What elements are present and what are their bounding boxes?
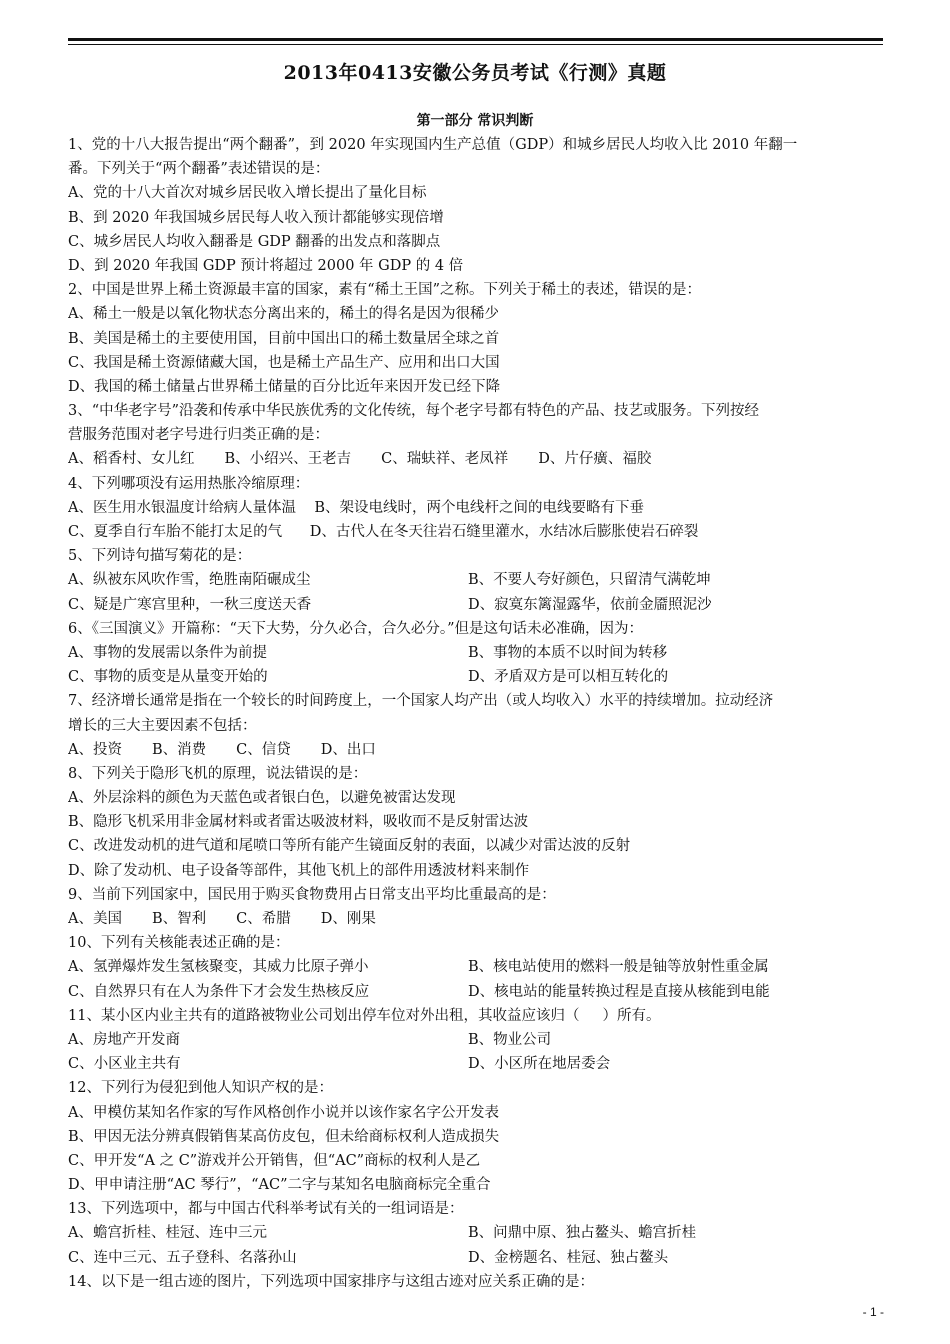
- question-11-options-row-1: [68, 1028, 883, 1052]
- question-8-stem: 8、下列关于隐形飞机的原理，说法错误的是：: [68, 765, 368, 782]
- question-2-option-d: D、我国的稀土储量占世界稀土储量的百分比近年来因开发已经下降: [68, 378, 501, 395]
- question-2-option-a: A、稀土一般是以氧化物状态分离出来的，稀土的得名是因为很稀少: [68, 306, 499, 323]
- question-7-option-a: A、投资: [68, 741, 122, 758]
- question-1-option-d: D、到 2020 年我国 GDP 预计将超过 2000 年 GDP 的 4 倍: [68, 257, 464, 274]
- question-13-option-a: A、蟾宫折桂、桂冠、连中三元: [68, 1225, 267, 1242]
- question-10-option-c: C、自然界只有在人为条件下才会发生热核反应: [68, 983, 370, 1000]
- question-2-option-b: B、美国是稀土的主要使用国，目前中国出口的稀土数量居全球之首: [68, 330, 500, 347]
- question-8-option-a: A、外层涂料的颜色为天蓝色或者银白色，以避免被雷达发现: [68, 790, 456, 807]
- question-2-option-c: C、我国是稀土资源储藏大国，也是稀土产品生产、应用和出口大国: [68, 354, 500, 371]
- question-5-options-row-1: [68, 568, 883, 592]
- question-6-option-d: D、矛盾双方是可以相互转化的: [468, 669, 669, 686]
- question-13-options-row-1: [68, 1221, 883, 1245]
- question-7-option-d: D、出口: [320, 741, 376, 758]
- question-10-option-a: A、氢弹爆炸发生氢核聚变，其威力比原子弹小: [68, 959, 369, 976]
- question-2-stem: 2、中国是世界上稀土资源最丰富的国家，素有“稀土王国”之称。下列关于稀土的表述，错误的是：: [68, 282, 702, 299]
- question-5-option-b: B、不要人夸好颜色，只留清气满乾坤: [468, 572, 711, 589]
- question-7-stem-cont: 增长的三大主要因素不包括：: [68, 717, 257, 734]
- question-10-option-d: D、核电站的能量转换过程是直接从核能到电能: [468, 983, 770, 1000]
- question-14-stem: 14、以下是一组古迹的图片，下列选项中国家排序与这组古迹对应关系正确的是：: [68, 1273, 594, 1290]
- question-5-option-c: C、疑是广寒宫里种，一秋三度送天香: [68, 596, 312, 613]
- question-6-option-c: C、事物的质变是从量变开始的: [68, 669, 268, 686]
- question-3-option-d: D、片仔癀、福胶: [538, 451, 652, 468]
- question-12-option-d: D、甲申请注册“AC 琴行”，“AC”二字与某知名电脑商标完全重合: [68, 1177, 491, 1194]
- question-12-option-b: B、甲因无法分辨真假销售某高仿皮包，但未给商标权利人造成损失: [68, 1128, 500, 1145]
- question-7-option-b: B、消费: [151, 741, 207, 758]
- question-8-option-b: B、隐形飞机采用非金属材料或者雷达吸波材料，吸收而不是反射雷达波: [68, 814, 529, 831]
- question-9-options: [68, 907, 883, 931]
- question-10-options-row-2: [68, 980, 883, 1004]
- question-5-option-d: D、寂寞东篱湿露华，依前金靥照泥沙: [468, 596, 712, 613]
- question-11-stem: 11、某小区内业主共有的道路被物业公司划出停车位对外出租，其收益应该归（ ）所有。: [68, 1007, 661, 1024]
- question-9-option-a: A、美国: [68, 911, 122, 927]
- question-7-stem: 7、经济增长通常是指在一个较长的时间跨度上，一个国家人均产出（或人均收入）水平的持续增加。拉动经济: [68, 693, 774, 710]
- question-6-option-b: B、事物的本质不以时间为转移: [468, 644, 668, 661]
- question-1-stem-cont: 番。下列关于“两个翻番”表述错误的是：: [68, 161, 330, 178]
- header-rule-thin: [68, 44, 883, 45]
- question-6-options-row-1: [68, 641, 883, 665]
- question-8-option-c: C、改进发动机的进气道和尾喷口等所有能产生镜面反射的表面，以减少对雷达波的反射: [68, 838, 631, 855]
- question-3-options: [68, 447, 883, 471]
- question-9-option-d: D、刚果: [320, 911, 376, 927]
- question-3-stem-cont: 营服务范围对老字号进行归类正确的是：: [68, 427, 329, 444]
- question-11-option-d: D、小区所在地居委会: [468, 1056, 611, 1073]
- question-8-option-d: D、除了发动机、电子设备等部件，其他飞机上的部件用透波材料来制作: [68, 862, 530, 879]
- question-12-option-a: A、甲模仿某知名作家的写作风格创作小说并以该作家名字公开发表: [68, 1104, 499, 1121]
- question-1-stem: 1、党的十八大报告提出“两个翻番”，到 2020 年实现国内生产总值（GDP）和城乡居民人均收入比 2010 年翻一: [68, 137, 798, 153]
- document-title: 2013年0413安徽公务员考试《行测》真题: [283, 62, 667, 84]
- question-5-stem: 5、下列诗句描写菊花的是：: [68, 548, 252, 565]
- question-3-option-b: B、小绍兴、王老吉: [224, 451, 352, 468]
- question-4-stem: 4、下列哪项没有运用热胀冷缩原理：: [68, 475, 310, 492]
- question-6-stem: 6、《三国演义》开篇称：“天下大势，分久必合，合久必分。”但是这句话未必准确，因为：: [68, 620, 644, 637]
- question-3-option-c: C、瑞蚨祥、老凤祥: [381, 451, 509, 468]
- question-9-option-b: B、智利: [151, 911, 207, 927]
- question-7-options: [68, 738, 883, 762]
- question-4-options-ab: A、医生用水银温度计给病人量体温 B、架设电线时，两个电线杆之间的电线要略有下垂: [68, 499, 645, 516]
- question-13-option-c: C、连中三元、五子登科、名落孙山: [68, 1249, 297, 1266]
- question-11-option-b: B、物业公司: [468, 1031, 552, 1048]
- question-1-option-a: A、党的十八大首次对城乡居民收入增长提出了量化目标: [68, 185, 427, 202]
- question-3-option-a: A、稻香村、女儿红: [68, 451, 195, 468]
- question-9-stem: 9、当前下列国家中，国民用于购买食物费用占日常支出平均比重最高的是：: [68, 886, 556, 903]
- question-12-stem: 12、下列行为侵犯到他人知识产权的是：: [68, 1080, 333, 1097]
- question-11-option-c: C、小区业主共有: [68, 1056, 181, 1073]
- question-9-option-c: C、希腊: [236, 911, 291, 927]
- question-4-options-cd: C、夏季自行车胎不能打太足的气 D、古代人在冬天往岩石缝里灌水，水结冰后膨胀使岩石碎裂: [68, 524, 699, 540]
- question-1-option-b: B、到 2020 年我国城乡居民每人收入预计都能够实现倍增: [68, 209, 444, 226]
- question-10-stem: 10、下列有关核能表述正确的是：: [68, 935, 290, 952]
- question-13-option-b: B、问鼎中原、独占鳌头、蟾宫折桂: [468, 1225, 697, 1242]
- question-1-option-c: C、城乡居民人均收入翻番是 GDP 翻番的出发点和落脚点: [68, 233, 441, 250]
- question-list: [68, 133, 883, 1294]
- question-5-options-row-2: [68, 593, 883, 617]
- question-7-option-c: C、信贷: [236, 741, 291, 758]
- question-10-options-row-1: [68, 955, 883, 979]
- question-13-option-d: D、金榜题名、桂冠、独占鳌头: [468, 1249, 669, 1266]
- question-13-options-row-2: [68, 1246, 883, 1270]
- question-6-options-row-2: [68, 665, 883, 689]
- question-3-stem: 3、“中华老字号”沿袭和传承中华民族优秀的文化传统，每个老字号都有特色的产品、技艺或服务。下列按经: [68, 403, 760, 420]
- page-number: - 1 -: [862, 1305, 884, 1319]
- question-10-option-b: B、核电站使用的燃料一般是铀等放射性重金属: [468, 959, 769, 976]
- section-heading: 第一部分 常识判断: [416, 113, 534, 129]
- question-13-stem: 13、下列选项中，都与中国古代科举考试有关的一组词语是：: [68, 1201, 464, 1218]
- question-11-options-row-2: [68, 1052, 883, 1076]
- question-11-option-a: A、房地产开发商: [68, 1031, 180, 1048]
- question-5-option-a: A、纵被东风吹作雪，绝胜南陌碾成尘: [68, 572, 311, 589]
- question-12-option-c: C、甲开发“A 之 C”游戏并公开销售，但“AC”商标的权利人是乙: [68, 1152, 481, 1169]
- question-6-option-a: A、事物的发展需以条件为前提: [68, 644, 267, 661]
- header-rule-thick: [68, 38, 883, 41]
